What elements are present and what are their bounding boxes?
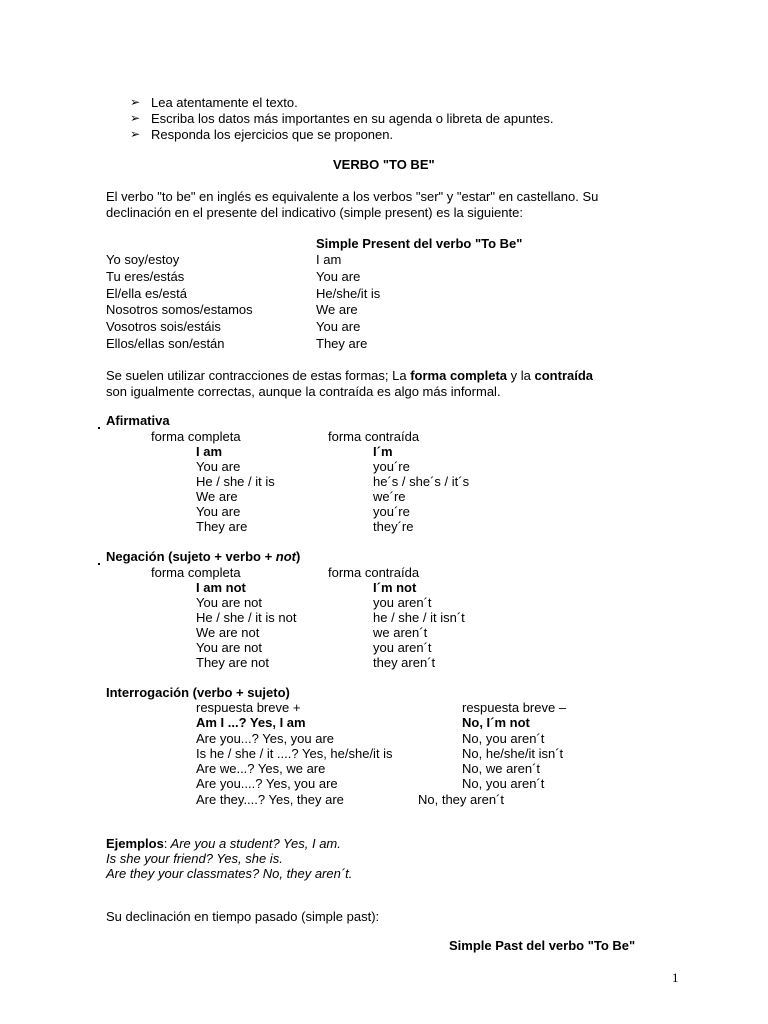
interrogative-negative: No, we aren´t [462,761,541,776]
affirmative-contracted: you´re [373,459,410,474]
stray-dot [98,427,100,429]
present-english: He/she/it is [316,286,381,301]
present-english: We are [316,302,358,317]
affirmative-full: He / she / it is [196,474,275,489]
negative-full: They are not [196,655,269,670]
negative-full: You are not [196,640,263,655]
contractions-line [106,368,593,384]
affirmative-full: You are [196,459,241,474]
interrogative-col-negative: respuesta breve – [462,700,567,715]
contractions-bold: forma completa [410,368,508,383]
negative-contracted: you aren´t [373,640,432,655]
intro-line: El verbo "to be" en inglés es equivalente a los verbos "ser" y "estar" en castellano. Su [106,189,599,204]
affirmative-contracted: he´s / she´s / it´s [373,474,470,489]
example-sentence: Is she your friend? Yes, she is. [106,851,283,866]
interrogative-heading: Interrogación (verbo + sujeto) [106,685,290,700]
affirmative-contracted: I´m [373,444,393,459]
present-english: You are [316,269,361,284]
affirmative-col-contracted: forma contraída [328,429,420,444]
negative-contracted: you aren´t [373,595,432,610]
negative-heading-text: Negación (sujeto + verbo + [106,549,276,564]
interrogative-negative: No, you aren´t [462,731,545,746]
instruction-item: Responda los ejercicios que se proponen. [151,127,394,142]
arrow-bullet-icon: ➢ [130,127,141,141]
negative-contracted: we aren´t [373,625,428,640]
affirmative-heading: Afirmativa [106,413,170,428]
present-table-heading: Simple Present del verbo "To Be" [316,236,523,251]
interrogative-col-positive: respuesta breve + [196,700,301,715]
contractions-text: y la [507,368,535,383]
present-english: They are [316,336,368,351]
negative-heading-text: ) [296,549,301,564]
negative-col-full: forma completa [151,565,241,580]
contractions-bold: contraída [534,368,594,383]
present-spanish: Yo soy/estoy [106,252,180,267]
negative-full: He / she / it is not [196,610,297,625]
affirmative-contracted: we´re [373,489,406,504]
interrogative-positive: Are you....? Yes, you are [196,776,338,791]
present-english: You are [316,319,361,334]
past-intro: Su declinación en tiempo pasado (simple past): [106,909,380,924]
present-spanish: Tu eres/estás [106,269,185,284]
affirmative-contracted: you´re [373,504,410,519]
affirmative-full: I am [196,444,223,459]
arrow-bullet-icon: ➢ [130,95,141,109]
negative-contracted: I´m not [373,580,417,595]
page-title: VERBO "TO BE" [333,157,435,172]
examples-label: Ejemplos [106,836,164,851]
example-sentence: Are they your classmates? No, they aren´t. [106,866,353,881]
affirmative-contracted: they´re [373,519,414,534]
intro-line: declinación en el presente del indicativo (simple present) es la siguiente: [106,205,523,220]
negative-contracted: they aren´t [373,655,436,670]
present-spanish: Vosotros sois/estáis [106,319,221,334]
present-english: I am [316,252,342,267]
present-spanish: Ellos/ellas son/están [106,336,225,351]
instruction-item: Lea atentamente el texto. [151,95,298,110]
interrogative-positive: Are they....? Yes, they are [196,792,344,807]
interrogative-positive: Are we...? Yes, we are [196,761,326,776]
negative-heading [106,549,300,565]
past-table-heading: Simple Past del verbo "To Be" [449,938,636,953]
negative-heading-not: not [275,549,296,564]
interrogative-positive: Are you...? Yes, you are [196,731,335,746]
contractions-line: son igualmente correctas, aunque la contraída es algo más informal. [106,384,501,399]
instruction-item: Escriba los datos más importantes en su agenda o libreta de apuntes. [151,111,554,126]
examples-line [106,836,341,852]
affirmative-col-full: forma completa [151,429,241,444]
affirmative-full: We are [196,489,238,504]
affirmative-full: You are [196,504,241,519]
interrogative-negative: No, you aren´t [462,776,545,791]
negative-col-contracted: forma contraída [328,565,420,580]
arrow-bullet-icon: ➢ [130,111,141,125]
present-spanish: El/ella es/está [106,286,187,301]
negative-full: You are not [196,595,263,610]
page-number: 1 [672,970,679,985]
negative-contracted: he / she / it isn´t [373,610,465,625]
interrogative-negative: No, he/she/it isn´t [462,746,564,761]
example-sentence: Are you a student? Yes, I am. [167,836,341,851]
interrogative-positive: Am I ...? Yes, I am [196,715,306,730]
interrogative-negative: No, they aren´t [418,792,504,807]
stray-dot [98,563,100,565]
negative-full: I am not [196,580,246,595]
examples-colon: : [163,836,168,851]
present-spanish: Nosotros somos/estamos [106,302,253,317]
negative-full: We are not [196,625,260,640]
contractions-text: Se suelen utilizar contracciones de estas formas; La [106,368,411,383]
interrogative-positive: Is he / she / it ....? Yes, he/she/it is [196,746,393,761]
interrogative-negative: No, I´m not [462,715,530,730]
affirmative-full: They are [196,519,248,534]
